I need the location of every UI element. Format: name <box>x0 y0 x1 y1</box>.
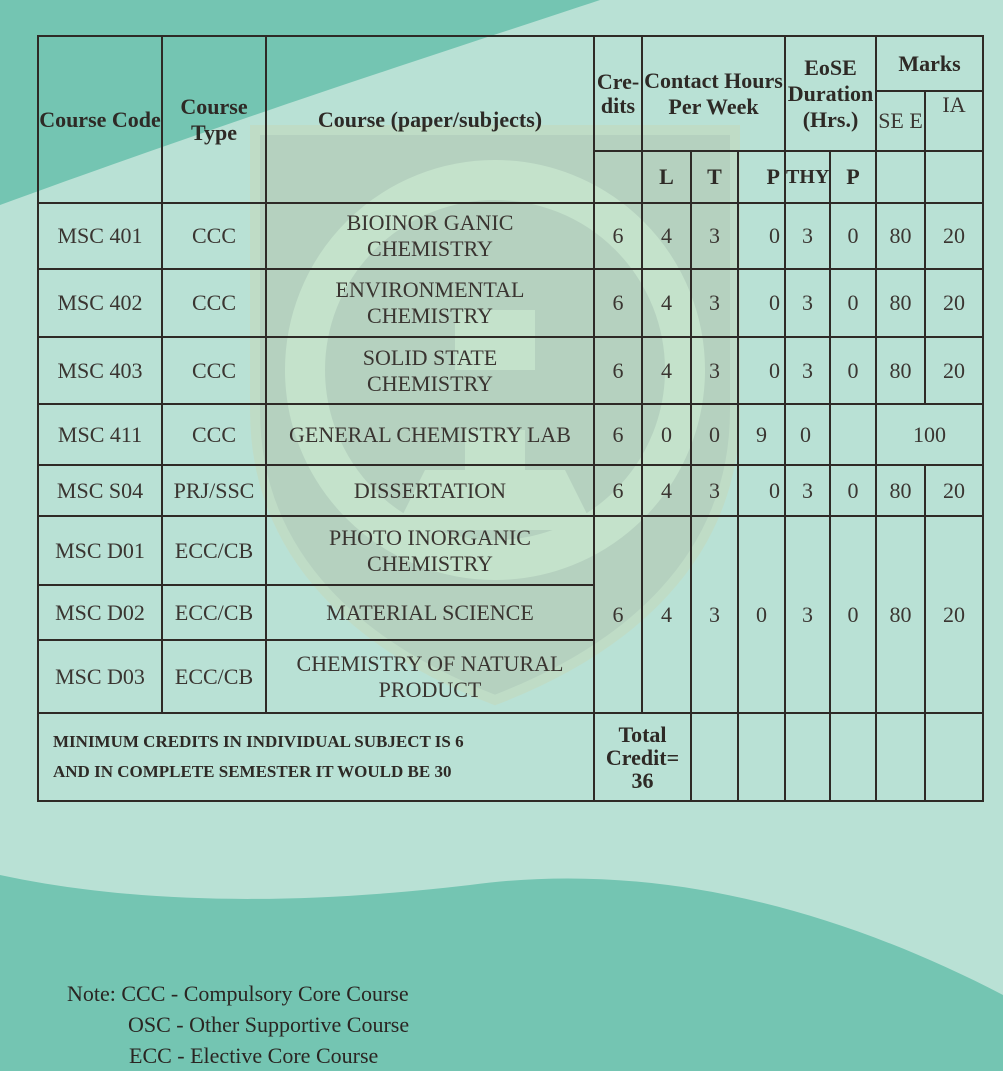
course-name: ENVIRONMENTAL CHEMISTRY <box>266 269 594 337</box>
footer-blank-se <box>876 713 925 801</box>
abbreviation-notes <box>67 978 409 1071</box>
footer-blank-t <box>691 713 738 801</box>
eose-practical: 0 <box>830 203 876 269</box>
practical-hours: 0 <box>738 516 785 713</box>
eose-practical: 0 <box>830 465 876 516</box>
practical-hours: 0 <box>738 203 785 269</box>
header-eose-duration: EoSE Duration (Hrs.) <box>785 36 876 151</box>
course-type: CCC <box>162 269 266 337</box>
credits-value: 6 <box>594 404 642 465</box>
header-thy: THY <box>785 151 830 203</box>
eose-practical: 0 <box>830 337 876 404</box>
eose-theory: 3 <box>785 337 830 404</box>
eose-practical <box>830 404 876 465</box>
table-row <box>38 337 983 404</box>
practical-hours: 0 <box>738 337 785 404</box>
course-table <box>37 35 984 802</box>
course-type: PRJ/SSC <box>162 465 266 516</box>
lecture-hours: 0 <box>642 404 691 465</box>
course-code: MSC D01 <box>38 516 162 585</box>
credits-value: 6 <box>594 203 642 269</box>
course-name: MATERIAL SCIENCE <box>266 585 594 640</box>
header-se-blank <box>876 151 925 203</box>
table-row <box>38 465 983 516</box>
course-type: CCC <box>162 203 266 269</box>
course-name: SOLID STATE CHEMISTRY <box>266 337 594 404</box>
minimum-credits-line-2: AND IN COMPLETE SEMESTER IT WOULD BE 30 <box>53 762 452 781</box>
table-row <box>38 404 983 465</box>
header-eose-p: P <box>830 151 876 203</box>
header-l: L <box>642 151 691 203</box>
credits-value: 6 <box>594 465 642 516</box>
header-ia-blank <box>925 151 983 203</box>
course-code: MSC 401 <box>38 203 162 269</box>
header-course-name: Course (paper/subjects) <box>266 36 594 203</box>
total-marks: 100 <box>876 404 983 465</box>
course-name: PHOTO INORGANIC CHEMISTRY <box>266 516 594 585</box>
course-code: MSC 411 <box>38 404 162 465</box>
se-marks: 80 <box>876 516 925 713</box>
lecture-hours: 4 <box>642 465 691 516</box>
credits-value: 6 <box>594 269 642 337</box>
course-code: MSC S04 <box>38 465 162 516</box>
minimum-credits-line-1: MINIMUM CREDITS IN INDIVIDUAL SUBJECT IS 6 <box>53 732 464 751</box>
footer-blank-eose-p <box>830 713 876 801</box>
header-ia: IA <box>925 91 983 151</box>
header-t: T <box>691 151 738 203</box>
header-course-code: Course Code <box>38 36 162 203</box>
course-code: MSC D03 <box>38 640 162 713</box>
note-ecc: ECC - Elective Core Course <box>129 1043 379 1068</box>
ia-marks: 20 <box>925 269 983 337</box>
note-osc: OSC - Other Supportive Course <box>128 1012 410 1037</box>
course-name: CHEMISTRY OF NATURAL PRODUCT <box>266 640 594 713</box>
se-marks: 80 <box>876 203 925 269</box>
note-ccc: Note: CCC - Compulsory Core Course <box>67 981 409 1006</box>
table-row <box>38 203 983 269</box>
tutorial-hours: 3 <box>691 269 738 337</box>
header-contact-hours: Contact Hours Per Week <box>642 36 785 151</box>
eose-theory: 0 <box>785 404 830 465</box>
eose-theory: 3 <box>785 516 830 713</box>
header-credits: Cre-dits <box>594 36 642 151</box>
tutorial-hours: 3 <box>691 516 738 713</box>
lecture-hours: 4 <box>642 516 691 713</box>
lecture-hours: 4 <box>642 337 691 404</box>
eose-theory: 3 <box>785 465 830 516</box>
practical-hours: 9 <box>738 404 785 465</box>
se-marks: 80 <box>876 337 925 404</box>
footer-blank-thy <box>785 713 830 801</box>
minimum-credits-note <box>38 713 594 801</box>
lecture-hours: 4 <box>642 269 691 337</box>
credits-value: 6 <box>594 516 642 713</box>
ia-marks: 20 <box>925 203 983 269</box>
course-type: ECC/CB <box>162 516 266 585</box>
course-code: MSC D02 <box>38 585 162 640</box>
tutorial-hours: 3 <box>691 337 738 404</box>
course-type: ECC/CB <box>162 640 266 713</box>
eose-practical: 0 <box>830 516 876 713</box>
course-code: MSC 402 <box>38 269 162 337</box>
table-row <box>38 516 983 585</box>
eose-theory: 3 <box>785 269 830 337</box>
ia-marks: 20 <box>925 465 983 516</box>
header-course-type: Course Type <box>162 36 266 203</box>
header-se: SE E <box>876 91 925 151</box>
footer-blank-p <box>738 713 785 801</box>
eose-theory: 3 <box>785 203 830 269</box>
ia-marks: 20 <box>925 337 983 404</box>
credits-value: 6 <box>594 337 642 404</box>
tutorial-hours: 0 <box>691 404 738 465</box>
lecture-hours: 4 <box>642 203 691 269</box>
ia-marks: 20 <box>925 516 983 713</box>
table-footer-row <box>38 713 983 801</box>
course-type: CCC <box>162 337 266 404</box>
header-marks: Marks <box>876 36 983 91</box>
course-code: MSC 403 <box>38 337 162 404</box>
header-p: P <box>738 151 785 203</box>
se-marks: 80 <box>876 465 925 516</box>
tutorial-hours: 3 <box>691 203 738 269</box>
course-name: BIOINOR GANIC CHEMISTRY <box>266 203 594 269</box>
course-type: ECC/CB <box>162 585 266 640</box>
se-marks: 80 <box>876 269 925 337</box>
table-row <box>38 269 983 337</box>
total-credit: Total Credit= 36 <box>594 713 691 801</box>
footer-blank-ia <box>925 713 983 801</box>
eose-practical: 0 <box>830 269 876 337</box>
course-type: CCC <box>162 404 266 465</box>
course-name: GENERAL CHEMISTRY LAB <box>266 404 594 465</box>
practical-hours: 0 <box>738 465 785 516</box>
course-name: DISSERTATION <box>266 465 594 516</box>
practical-hours: 0 <box>738 269 785 337</box>
header-credits-blank <box>594 151 642 203</box>
tutorial-hours: 3 <box>691 465 738 516</box>
